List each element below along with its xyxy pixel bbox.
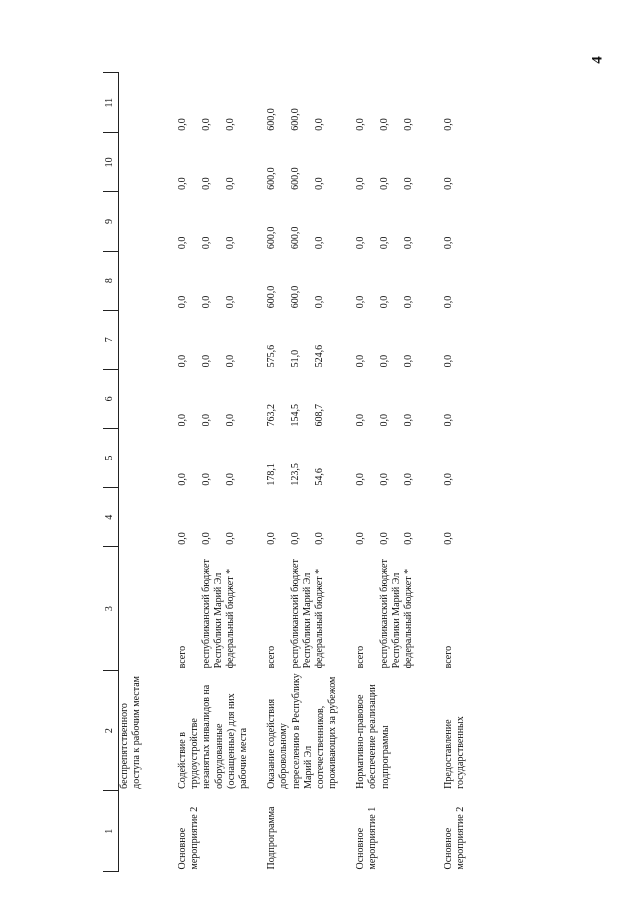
budget-table (103, 72, 468, 872)
budget-value: 0,0 (403, 177, 415, 190)
value-cell (266, 133, 339, 192)
program-name: Основное мероприятие 2 (177, 806, 201, 870)
budget-value: 0,0 (443, 295, 455, 309)
column-number: 3 (103, 547, 119, 671)
budget-value: 0,0 (443, 473, 455, 486)
budget-value: 0,0 (201, 354, 212, 368)
program-name: Подпрограмма (266, 806, 278, 870)
column-number: 5 (103, 428, 119, 487)
funding-source: всего (177, 645, 188, 669)
budget-value: 0,0 (177, 413, 188, 427)
table-row (355, 73, 427, 872)
budget-value: 0,0 (443, 413, 455, 427)
budget-value: 0,0 (225, 413, 236, 427)
value-cell (355, 428, 427, 487)
column-number: 10 (103, 133, 119, 192)
value-cell (266, 428, 339, 487)
value-cell (177, 488, 250, 547)
budget-value: 0,0 (201, 295, 212, 309)
value-cell (177, 310, 250, 369)
funding-source: федеральный бюджет * (403, 568, 415, 669)
value-cell (443, 488, 467, 547)
funding-source: всего (355, 645, 367, 669)
budget-value: 123,5 (290, 463, 302, 486)
budget-value: 0,0 (225, 295, 236, 309)
page-number: 4 (589, 56, 606, 64)
budget-value: 0,0 (379, 473, 391, 486)
row-spacer (339, 73, 355, 872)
budget-value: 0,0 (177, 236, 188, 250)
table-row (177, 73, 250, 872)
budget-value: 0,0 (379, 236, 391, 250)
budget-value: 54,6 (314, 468, 326, 486)
value-cell (177, 133, 250, 192)
program-description: Нормативно-правовое обеспечение реализации подпрограммы (355, 684, 391, 789)
funding-source: всего (266, 645, 278, 669)
budget-value: 0,0 (177, 532, 188, 545)
value-cell (177, 73, 250, 133)
budget-value: 0,0 (355, 473, 367, 486)
budget-value: 600,0 (266, 285, 278, 309)
value-cell (177, 428, 250, 487)
column-number: 2 (103, 670, 119, 790)
value-cell (177, 251, 250, 310)
budget-value: 0,0 (355, 413, 367, 427)
budget-value: 600,0 (290, 285, 302, 309)
budget-value: 763,2 (266, 403, 278, 427)
budget-value: 0,0 (314, 236, 326, 250)
budget-value: 0,0 (201, 236, 212, 250)
program-name (119, 791, 178, 872)
value-cell (177, 369, 250, 428)
budget-value: 0,0 (225, 354, 236, 368)
budget-value: 0,0 (225, 118, 236, 131)
budget-value: 0,0 (443, 236, 455, 250)
budget-value: 0,0 (225, 473, 236, 486)
value-cell (355, 133, 427, 192)
funding-source: республиканский бюджет Республики Марий Эл (201, 559, 225, 669)
budget-value: 0,0 (177, 118, 188, 131)
funding-source: республиканский бюджет Республики Марий Эл (379, 559, 403, 669)
budget-value: 0,0 (379, 532, 391, 545)
column-number: 1 (103, 791, 119, 872)
value-cell (177, 192, 250, 251)
budget-value: 575,6 (266, 344, 278, 368)
budget-value: 0,0 (355, 236, 367, 250)
budget-value: 0,0 (225, 532, 236, 545)
funding-source: федеральный бюджет * (225, 568, 236, 669)
budget-value: 0,0 (201, 532, 212, 545)
budget-value: 524,6 (314, 344, 326, 368)
budget-value: 0,0 (379, 177, 391, 190)
budget-value: 0,0 (443, 532, 455, 545)
budget-value: 178,1 (266, 463, 278, 486)
budget-value: 0,0 (201, 473, 212, 486)
column-number: 11 (103, 73, 119, 133)
funding-source-cell (266, 547, 339, 671)
program-description: беспрепятственного доступа к рабочим местам (119, 676, 143, 789)
rotated-table-container (103, 72, 601, 872)
value-cell (355, 251, 427, 310)
budget-value: 154,5 (290, 403, 302, 427)
budget-value: 0,0 (355, 295, 367, 309)
budget-value: 0,0 (403, 532, 415, 545)
program-name: Основное мероприятие 1 (355, 806, 379, 870)
funding-source: федеральный бюджет * (314, 568, 326, 669)
value-cell (443, 428, 467, 487)
value-cell (443, 310, 467, 369)
value-cell (266, 310, 339, 369)
value-cell (443, 251, 467, 310)
funding-source-cell (443, 547, 467, 671)
budget-value: 0,0 (201, 413, 212, 427)
budget-value: 0,0 (314, 295, 326, 309)
column-number: 9 (103, 192, 119, 251)
table-row (443, 73, 467, 872)
value-cell (355, 310, 427, 369)
budget-value: 0,0 (225, 236, 236, 250)
budget-value: 0,0 (314, 532, 326, 545)
funding-source: всего (443, 645, 455, 669)
budget-value: 0,0 (314, 118, 326, 131)
budget-value: 0,0 (177, 177, 188, 190)
budget-value: 600,0 (290, 167, 302, 190)
budget-value: 0,0 (379, 413, 391, 427)
value-cell (355, 73, 427, 133)
budget-value: 0,0 (403, 118, 415, 131)
value-cell (443, 133, 467, 192)
column-number: 7 (103, 310, 119, 369)
funding-source-cell (355, 547, 427, 671)
budget-value: 0,0 (266, 532, 278, 545)
budget-value: 600,0 (266, 226, 278, 250)
budget-value: 600,0 (290, 108, 302, 131)
budget-value: 0,0 (177, 295, 188, 309)
value-cell (355, 369, 427, 428)
budget-value: 0,0 (443, 354, 455, 368)
budget-value: 0,0 (355, 354, 367, 368)
program-description: Оказание содействия добровольному переселению в Республику Марий Эл соотечественников, проживающих за рубежом (266, 673, 339, 789)
budget-value: 0,0 (403, 473, 415, 486)
value-cell (266, 192, 339, 251)
value-cell (443, 192, 467, 251)
budget-value: 600,0 (290, 226, 302, 250)
budget-value: 0,0 (379, 118, 391, 131)
value-cell (355, 488, 427, 547)
value-cell (355, 192, 427, 251)
budget-value: 0,0 (403, 236, 415, 250)
budget-value: 0,0 (443, 177, 455, 190)
column-number: 4 (103, 488, 119, 547)
funding-source-cell (177, 547, 250, 671)
budget-value: 0,0 (355, 532, 367, 545)
budget-value: 0,0 (403, 295, 415, 309)
budget-value: 0,0 (314, 177, 326, 190)
table-row (266, 73, 339, 872)
budget-value: 0,0 (443, 118, 455, 131)
value-cell (443, 73, 467, 133)
budget-value: 0,0 (355, 177, 367, 190)
funding-source: республиканский бюджет Республики Марий Эл (290, 559, 314, 669)
budget-value: 0,0 (355, 118, 367, 131)
budget-value: 0,0 (403, 354, 415, 368)
value-cell (266, 488, 339, 547)
budget-value: 600,0 (266, 167, 278, 190)
row-spacer (427, 73, 443, 872)
value-cell (266, 369, 339, 428)
column-number: 8 (103, 251, 119, 310)
budget-value: 0,0 (201, 118, 212, 131)
continuation-row (119, 73, 178, 872)
budget-value: 0,0 (177, 473, 188, 486)
value-cell (443, 369, 467, 428)
budget-value: 0,0 (290, 532, 302, 545)
budget-value: 0,0 (403, 413, 415, 427)
program-description: Содействие в трудоустройстве незанятых инвалидов на оборудованные (оснащенные) для них рабочие места (177, 684, 249, 789)
budget-value: 0,0 (177, 354, 188, 368)
row-spacer (250, 73, 266, 872)
budget-value: 51,0 (290, 349, 302, 368)
budget-value: 0,0 (379, 295, 391, 309)
column-number-row (103, 73, 119, 872)
budget-value: 0,0 (379, 354, 391, 368)
value-cell (266, 73, 339, 133)
program-description: Предоставление государственных (443, 716, 467, 789)
budget-value: 0,0 (225, 177, 236, 190)
budget-value: 600,0 (266, 108, 278, 131)
value-cell (266, 251, 339, 310)
program-name: Основное мероприятие 2 (443, 806, 467, 870)
budget-value: 608,7 (314, 403, 326, 427)
column-number: 6 (103, 369, 119, 428)
budget-value: 0,0 (201, 177, 212, 190)
